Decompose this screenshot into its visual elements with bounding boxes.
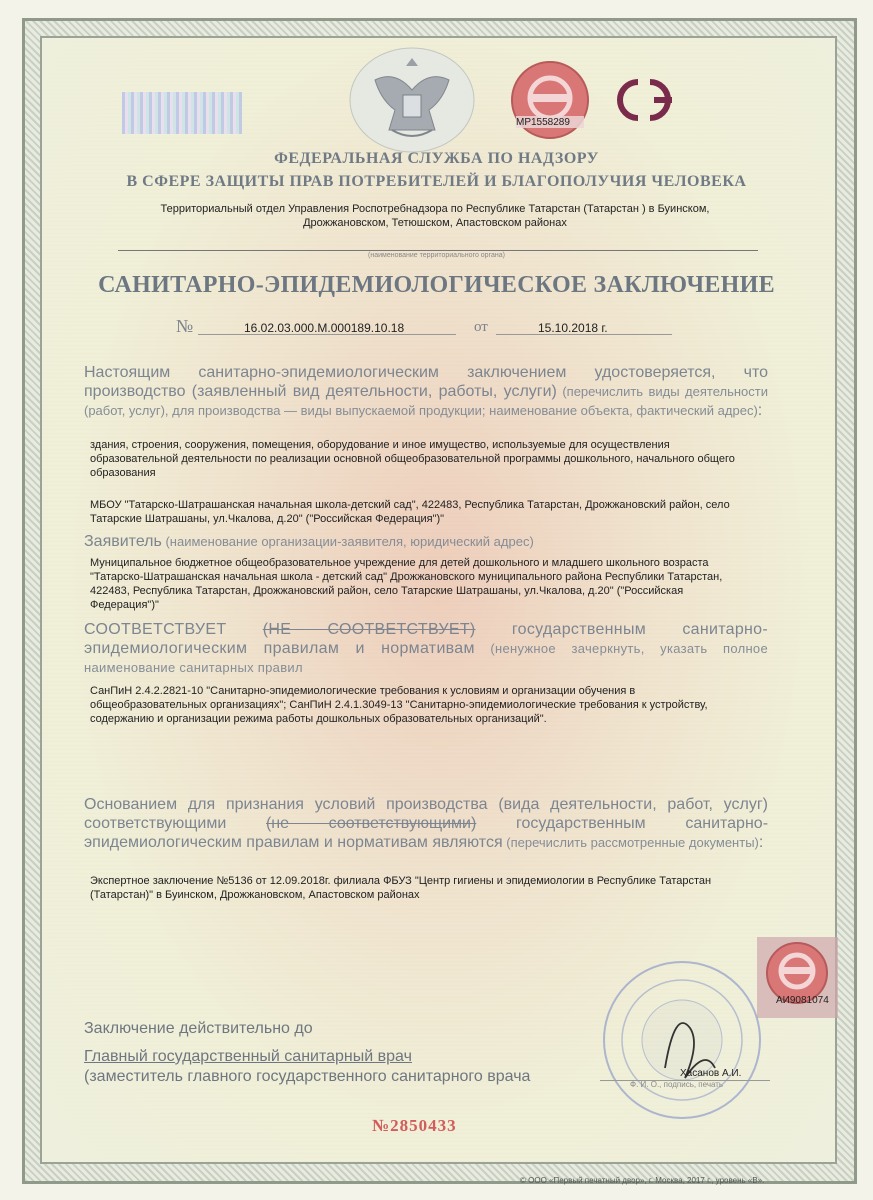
valid-until-label: Заключение действительно до xyxy=(84,1020,313,1037)
org-underline xyxy=(118,250,758,251)
statement-hint: (перечислить виды деятельности (работ, услуг), для производства — виды выпускаемой продукции; наименование объекта, фактический адрес) xyxy=(84,384,768,418)
complies-label: СООТВЕТСТВУЕТ xyxy=(84,621,227,638)
serial-number: №2850433 xyxy=(372,1116,457,1135)
signature-caption: Ф. И. О., подпись, печать xyxy=(630,1080,724,1089)
statement-main: Настоящим санитарно-эпидемиологическим заключением удостоверяется, что производство (заявленный вид деятельности, работы, услуги) xyxy=(84,364,768,400)
applicant-hint: (наименование организации-заявителя, юридический адрес) xyxy=(161,534,534,549)
basis-documents: Экспертное заключение №5136 от 12.09.2018г. филиала ФБУЗ "Центр гигиены и эпидемиологии в Республике Татарстан (Татарстан)" в Буинском, Дрожжановском, Апастовском районах xyxy=(90,875,712,901)
org-line-2: Дрожжановском, Тетюшском, Апастовском районах xyxy=(303,217,567,229)
document-title: САНИТАРНО-ЭПИДЕМИОЛОГИЧЕСКОЕ ЗАКЛЮЧЕНИЕ xyxy=(98,272,775,298)
org-line-1: Территориальный отдел Управления Роспотребнадзора по Республике Татарстан (Татарстан ) в Буинском, xyxy=(160,203,710,215)
basis-colon: : xyxy=(758,834,764,851)
hologram-seal-2-icon xyxy=(755,935,840,1020)
statement-colon: : xyxy=(757,402,763,419)
seal-number-1: МР1558289 xyxy=(516,117,570,128)
hologram-stripe xyxy=(122,92,242,134)
territorial-authority xyxy=(110,202,760,230)
activity-description: здания, строения, сооружения, помещения, оборудование и иное имущество, используемые для осуществления образовательной деятельности по реализации основной общеобразовательной программы дошкольного, начального общего образования xyxy=(90,439,735,479)
document-number: 16.02.03.000.М.000189.10.18 xyxy=(244,321,405,335)
number-label: № xyxy=(176,316,194,336)
applicant-label: Заявитель xyxy=(84,533,162,550)
basis-statement xyxy=(84,795,768,852)
date-underline xyxy=(496,334,672,335)
double-headed-eagle-emblem-icon xyxy=(345,40,480,155)
official-stamp-icon xyxy=(600,958,765,1123)
org-caption: (наименование территориального органа) xyxy=(368,252,505,259)
basis-main-b: государственным санитарно-эпидемиологическим правилам и нормативам являются xyxy=(84,815,769,851)
seal-number-2: АИ9081074 xyxy=(776,995,829,1006)
sanitary-epidemiological-logo-icon xyxy=(600,70,695,130)
applicant-details: Муниципальное бюджетное общеобразовательное учреждение для детей дошкольного и младшего школьного возраста "Татарско-Шатрашанская начальная школа - детский сад" Дрожжановского муниципального района Республики Татарстан, 422483, Республика Татарстан, Дрожжановский район, село Татарские Шатрашаны, ул.Чкалова, д.20" ("Российская Федерация")" xyxy=(90,557,723,611)
compliance-hint: (ненужное зачеркнуть, указать полное наименование санитарных правил xyxy=(84,641,768,675)
number-underline xyxy=(198,334,456,335)
not-complies-struck: (НЕ СООТВЕТСТВУЕТ) xyxy=(262,621,476,638)
hologram-seal-icon xyxy=(510,60,590,140)
applicant-heading xyxy=(84,532,768,551)
compliance-main: государственным санитарно-эпидемиологическим правилам и нормативам xyxy=(84,621,769,657)
object-address: МБОУ "Татарско-Шатрашанская начальная школа-детский сад", 422483, Республика Татарстан, Дрожжановский район, село Татарские Шатрашаны, ул.Чкалова, д.20" ("Российская Федерация")" xyxy=(90,499,730,525)
chief-doctor-title: Главный государственный санитарный врач xyxy=(84,1048,412,1065)
sanitary-rules: СанПиН 2.4.2.2821-10 "Санитарно-эпидемиологические требования к условиям и организации обучения в общеобразовательных организациях"; СанПиН 2.4.1.3049-13 "Санитарно-эпидемиологические требования к устройству, содержанию и организации режима работы дошкольных образовательных организаций". xyxy=(90,685,708,725)
basis-struck: (не соответствующими) xyxy=(265,815,477,832)
compliance-statement xyxy=(84,620,768,677)
certification-statement xyxy=(84,363,768,420)
basis-hint: (перечислить рассмотренные документы) xyxy=(502,835,759,850)
deputy-doctor-title: (заместитель главного государственного санитарного врача xyxy=(84,1068,531,1085)
agency-title-line-2: В СФЕРЕ ЗАЩИТЫ ПРАВ ПОТРЕБИТЕЛЕЙ И БЛАГОПОЛУЧИЯ ЧЕЛОВЕКА xyxy=(126,173,747,190)
document-date: 15.10.2018 г. xyxy=(538,321,608,335)
basis-main-a: Основанием для признания условий производства (вида деятельности, работ, услуг) соответствующими xyxy=(84,796,768,832)
printer-imprint: © ООО «Первый печатный двор», г. Москва, 2017 г., уровень «В». xyxy=(520,1176,765,1185)
date-label: от xyxy=(474,319,488,335)
signer-name: Хасанов А.И. xyxy=(680,1068,742,1079)
agency-title-line-1: ФЕДЕРАЛЬНАЯ СЛУЖБА ПО НАДЗОРУ xyxy=(274,150,599,167)
